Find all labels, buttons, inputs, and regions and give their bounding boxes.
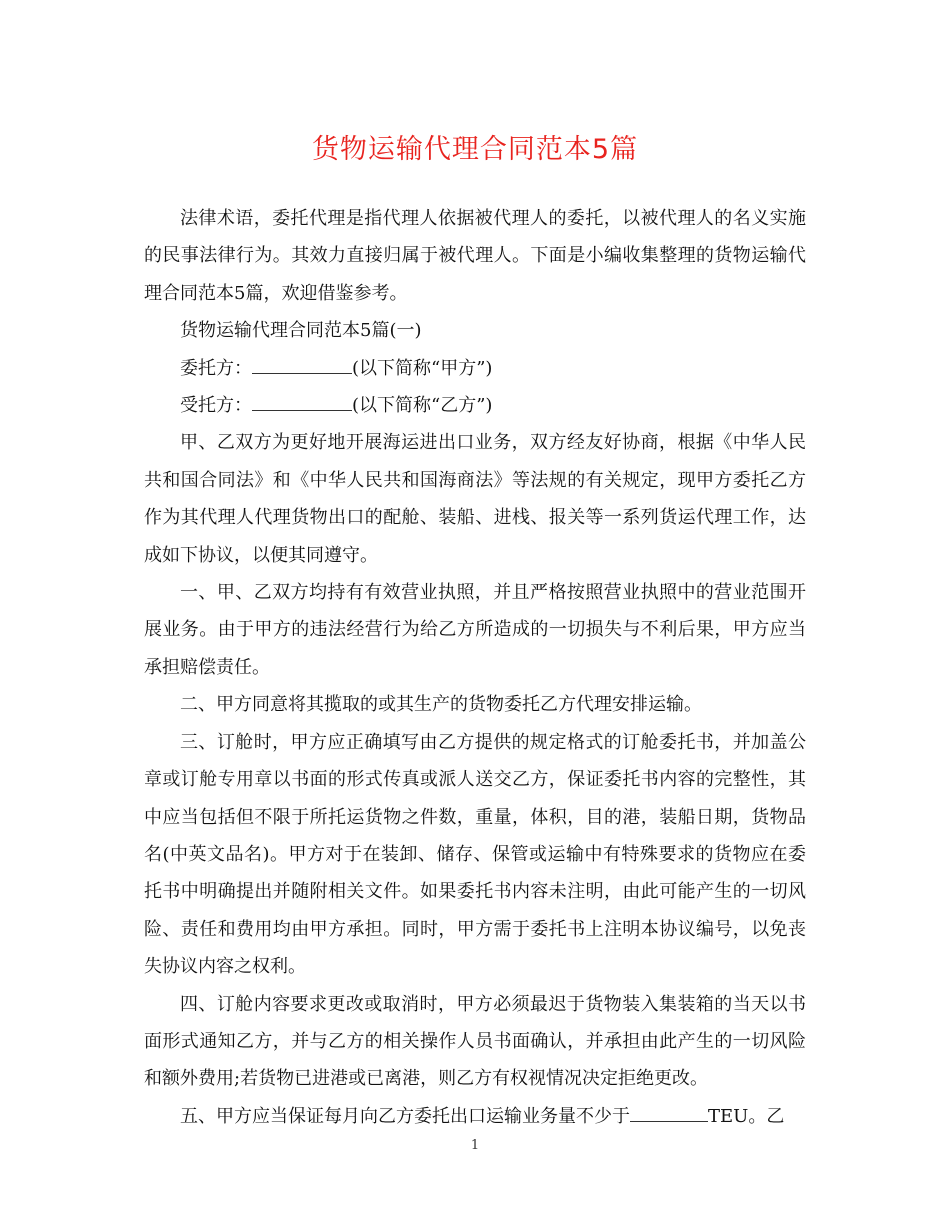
intro-paragraph: 法律术语，委托代理是指代理人依据被代理人的委托，以被代理人的名义实施的民事法律行为。其效力直接归属于被代理人。下面是小编收集整理的货物运输代理合同范本5篇，欢迎借鉴参考。 <box>144 208 806 304</box>
preamble-paragraph: 甲、乙双方为更好地开展海运进出口业务，双方经友好协商，根据《中华人民共和国合同法》和《中华人民共和国海商法》等法规的有关规定，现甲方委托乙方作为其代理人代理货物出口的配舱、装船、进栈、报关等一系列货运代理工作，达成如下协议，以便其同遵守。 <box>144 432 806 566</box>
party-b-blank <box>252 390 352 411</box>
clause-1: 一、甲、乙双方均持有有效营业执照，并且严格按照营业执照中的营业范围开展业务。由于甲方的违法经营行为给乙方所造成的一切损失与不利后果，甲方应当承担赔偿责任。 <box>144 582 806 678</box>
party-a-blank <box>252 353 352 374</box>
clause-3: 三、订舱时，甲方应正确填写由乙方提供的规定格式的订舱委托书，并加盖公章或订舱专用章以书面的形式传真或派人送交乙方，保证委托书内容的完整性，其中应当包括但不限于所托运货物之件数，重量，体积，目的港，装船日期，货物品名(中英文品名)。甲方对于在装卸、储存、保管或运输中有特殊要求的货物应在委托书中明确提出并随附相关文件。如果委托书内容未注明，由此可能产生的一切风险、责任和费用均由甲方承担。同时，甲方需于委托书上注明本协议编号，以免丧失协议内容之权利。 <box>144 731 806 978</box>
party-b-label: 受托方： <box>180 395 252 417</box>
party-b-suffix: (以下简称“乙方”) <box>352 395 493 417</box>
page-number: 1 <box>470 1138 480 1153</box>
clause-5-blank <box>630 1101 708 1122</box>
party-a-suffix: (以下简称“甲方”) <box>352 357 493 379</box>
clause-4: 四、订舱内容要求更改或取消时，甲方必须最迟于货物装入集装箱的当天以书面形式通知乙方，并与乙方的相关操作人员书面确认，并承担由此产生的一切风险和额外费用;若货物已进港或已离港，则乙方有权视情况决定拒绝更改。 <box>144 993 806 1090</box>
document-title: 货物运输代理合同范本5篇 <box>311 134 639 165</box>
party-b-line <box>144 387 806 424</box>
party-a-line <box>144 350 806 387</box>
document-body <box>144 200 806 1135</box>
clause-5-prefix: 五、甲方应当保证每月向乙方委托出口运输业务量不少于 <box>180 1105 630 1127</box>
party-a-label: 委托方： <box>180 357 252 379</box>
clause-5-suffix: TEU。乙 <box>708 1105 785 1127</box>
clause-2: 二、甲方同意将其揽取的或其生产的货物委托乙方代理安排运输。 <box>180 694 702 716</box>
clause-5 <box>144 1098 806 1135</box>
section-heading: 货物运输代理合同范本5篇(一) <box>180 320 422 342</box>
